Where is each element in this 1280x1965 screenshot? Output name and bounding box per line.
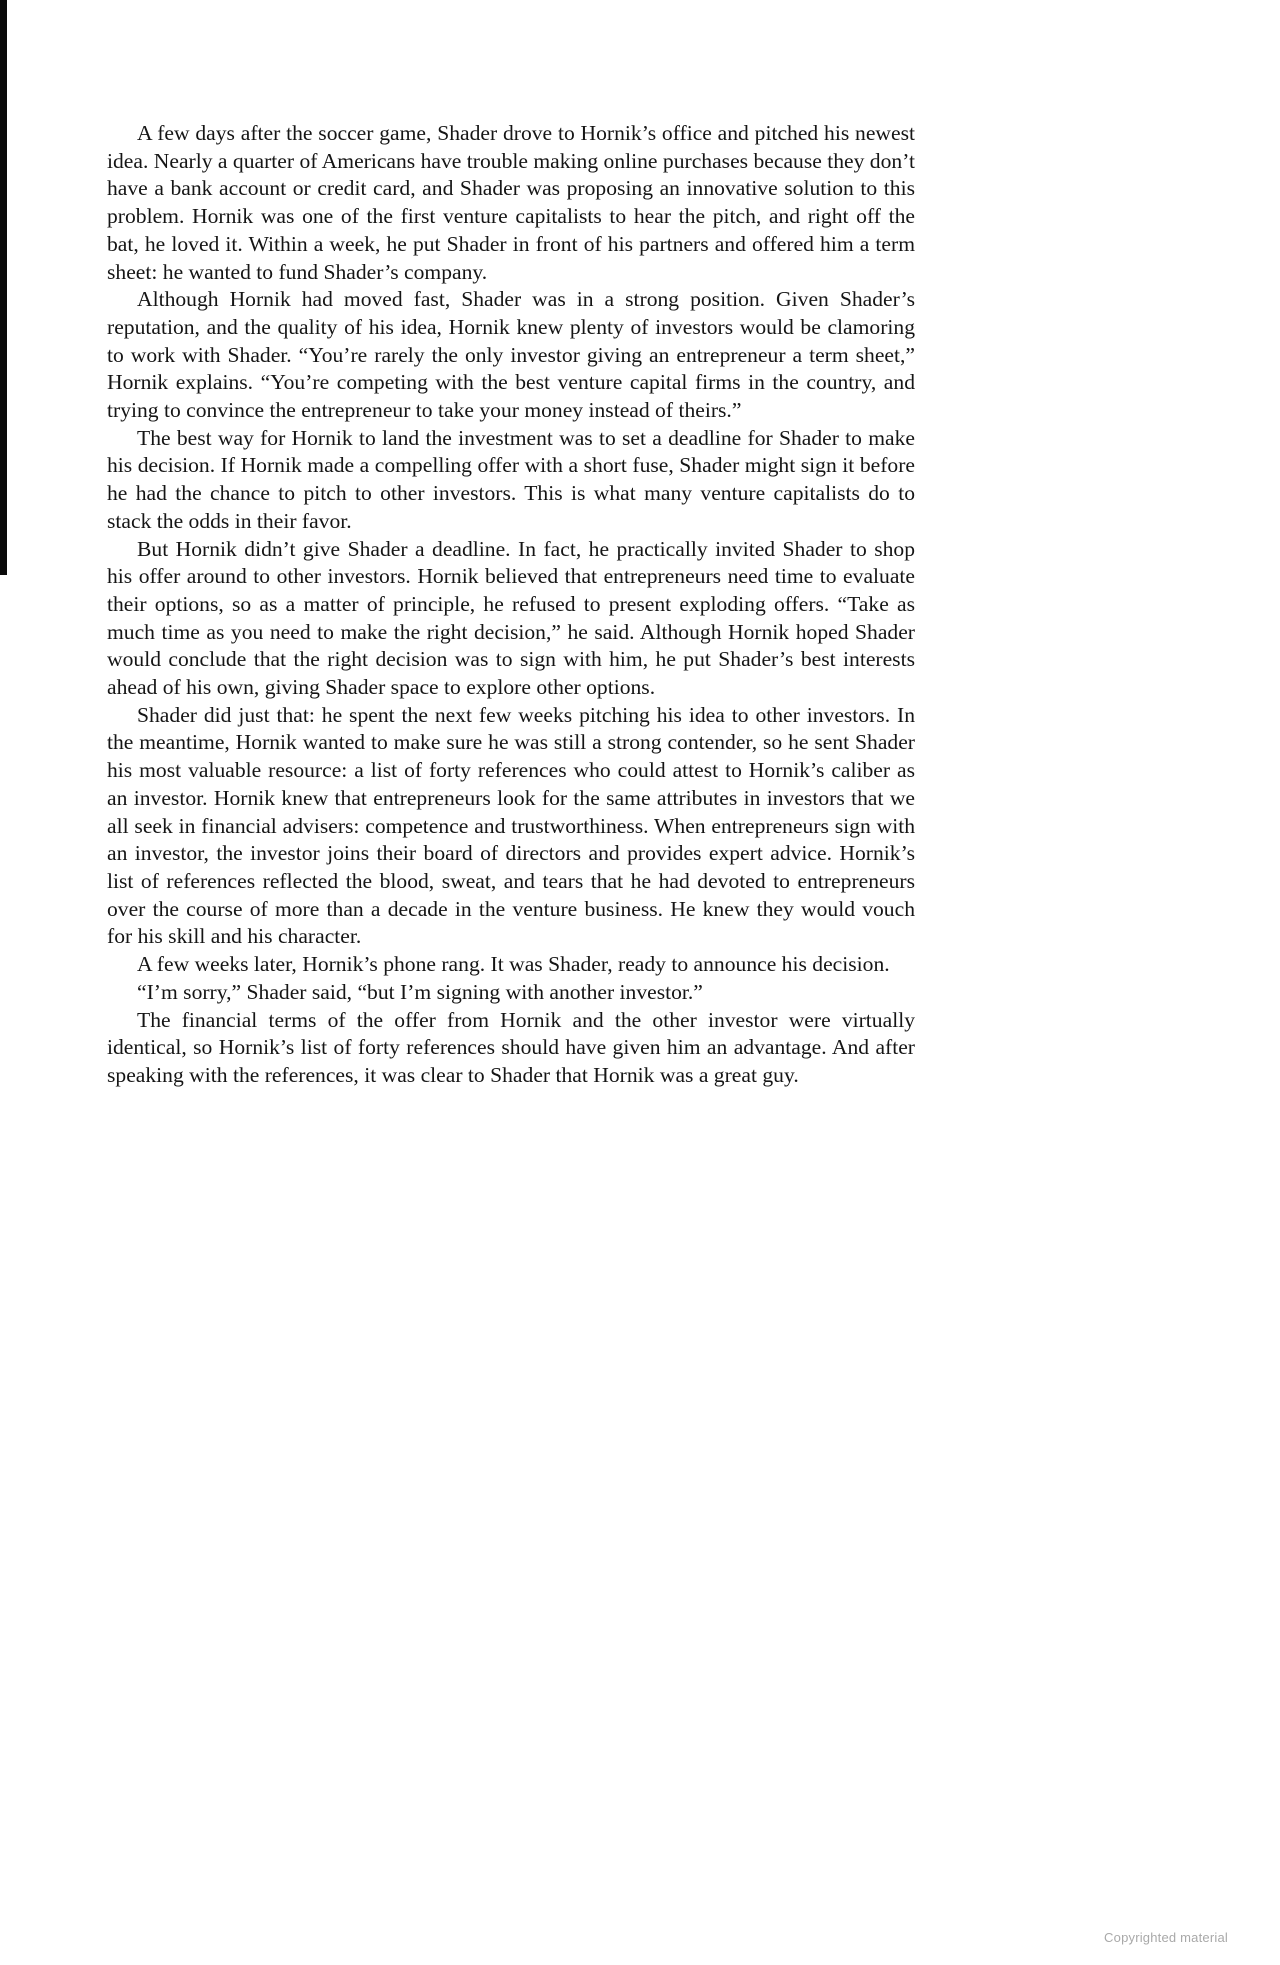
paragraph-3: The best way for Hornik to land the investment was to set a deadline for Shader to make his decision. If Hornik made a compelling offer with a short fuse, Shader might sign it before he had the chance to pitch to other investors. This is what many venture capitalists do to stack the odds in their favor. — [107, 425, 915, 533]
paragraph-6: A few weeks later, Hornik’s phone rang. It was Shader, ready to announce his decision. — [137, 952, 890, 977]
paragraph-5: Shader did just that: he spent the next few weeks pitching his idea to other investors. In the meantime, Hornik wanted to make sure he was still a strong contender, so he sent Shader his most valuable resource: a list of forty references who could attest to Hornik’s caliber as an investor. Hornik knew that entrepreneurs look for the same attributes in investors that we all seek in financial advisers: competence and trustworthiness. When entrepreneurs sign with an investor, the investor joins their board of directors and provides expert advice. Hornik’s list of references reflected the blood, sweat, and tears that he had devoted to entrepreneurs over the course of more than a decade in the venture business. He knew they would vouch for his skill and his character. — [107, 702, 915, 949]
copyright-notice: Copyrighted material — [1104, 1930, 1228, 1945]
scan-edge-artifact — [0, 0, 7, 575]
paragraph-4: But Hornik didn’t give Shader a deadline. In fact, he practically invited Shader to shop his offer around to other investors. Hornik believed that entrepreneurs need time to evaluate their options, so as a matter of principle, he refused to present exploding offers. “Take as much time as you need to make the right decision,” he said. Although Hornik hoped Shader would conclude that the right decision was to sign with him, he put Shader’s best interests ahead of his own, giving Shader space to explore other options. — [107, 536, 915, 700]
page-text-block — [107, 120, 915, 1090]
paragraph-2: Although Hornik had moved fast, Shader was in a strong position. Given Shader’s reputation, and the quality of his idea, Hornik knew plenty of investors would be clamoring to work with Shader. “You’re rarely the only investor giving an entrepreneur a term sheet,” Hornik explains. “You’re competing with the best venture capital firms in the country, and trying to convince the entrepreneur to take your money instead of theirs.” — [107, 287, 915, 423]
paragraph-8: The financial terms of the offer from Hornik and the other investor were virtually identical, so Hornik’s list of forty references should have given him an advantage. And after speaking with the references, it was clear to Shader that Hornik was a great guy. — [107, 1007, 915, 1087]
paragraph-1: A few days after the soccer game, Shader drove to Hornik’s office and pitched his newest idea. Nearly a quarter of Americans have trouble making online purchases because they don’t have a bank account or credit card, and Shader was proposing an innovative solution to this problem. Hornik was one of the first venture capitalists to hear the pitch, and right off the bat, he loved it. Within a week, he put Shader in front of his partners and offered him a term sheet: he wanted to fund Shader’s company. — [107, 121, 915, 284]
paragraph-7: “I’m sorry,” Shader said, “but I’m signing with another investor.” — [137, 979, 703, 1004]
